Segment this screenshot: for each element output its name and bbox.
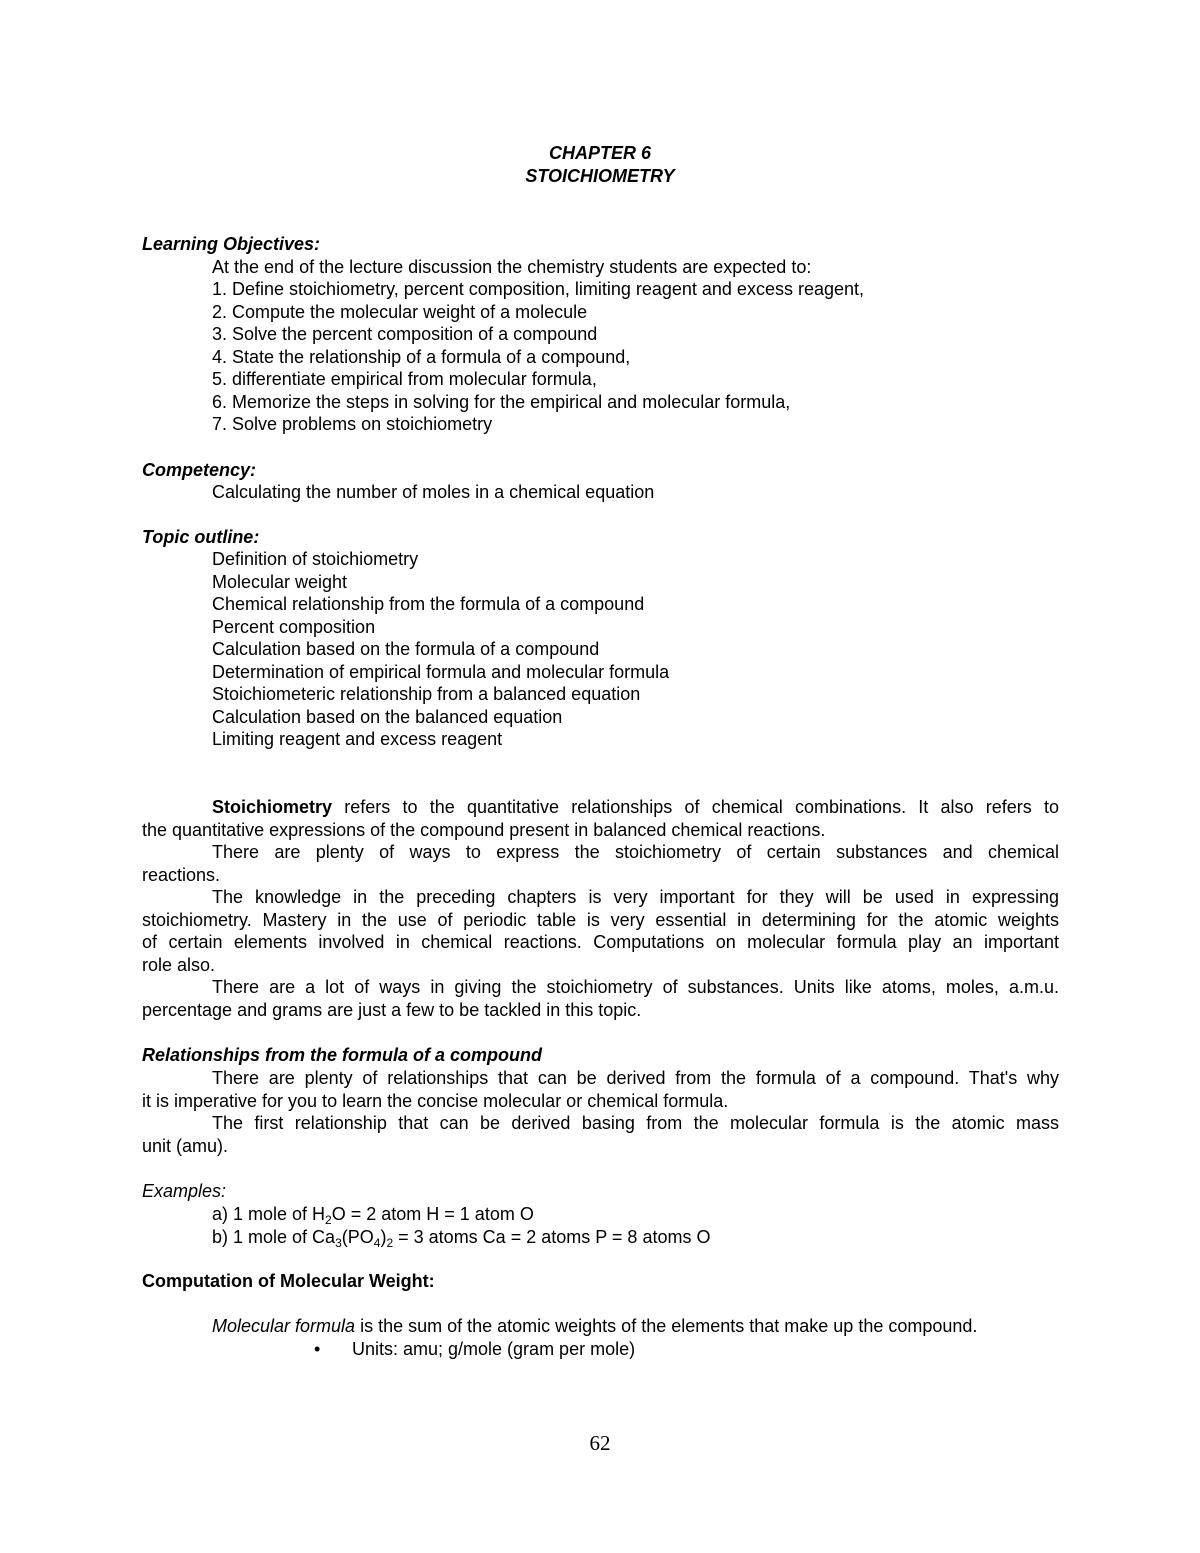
paragraph-line: the quantitative expressions of the compound present in balanced chemical reactions. bbox=[142, 820, 826, 840]
outline-item: Calculation based on the formula of a compound bbox=[212, 639, 600, 659]
examples-label: Examples: bbox=[142, 1181, 227, 1201]
stoichiometry-term: Stoichiometry bbox=[212, 797, 333, 817]
paragraph-line: There are plenty of ways to express the stoichiometry of certain substances and chemical bbox=[212, 842, 1059, 862]
competency-heading: Competency: bbox=[142, 460, 257, 480]
example-a: a) 1 mole of $H_2O = 2$ atom H = 1 atom O bbox=[212, 1204, 534, 1227]
paragraph-line: it is imperative for you to learn the concise molecular or chemical formula. bbox=[142, 1091, 729, 1111]
paragraph-line: The first relationship that can be derived basing from the molecular formula is the atomic mass bbox=[212, 1113, 1059, 1133]
molecular-formula-term: Molecular formula bbox=[212, 1316, 356, 1336]
objectives-intro: At the end of the lecture discussion the chemistry students are expected to: bbox=[212, 257, 812, 277]
paragraph-line: of certain elements involved in chemical reactions. Computations on molecular formula play an important bbox=[142, 932, 1059, 952]
bullet-icon: • bbox=[314, 1339, 321, 1359]
outline-item: Limiting reagent and excess reagent bbox=[212, 729, 503, 749]
outline-item: Determination of empirical formula and molecular formula bbox=[212, 662, 670, 682]
outline-item: Calculation based on the balanced equation bbox=[212, 707, 563, 727]
molecular-weight-heading: Computation of Molecular Weight: bbox=[142, 1271, 435, 1291]
chapter-title: STOICHIOMETRY bbox=[525, 166, 675, 186]
outline-item: Definition of stoichiometry bbox=[212, 549, 419, 569]
objectives-heading: Learning Objectives: bbox=[142, 234, 321, 254]
paragraph-line: percentage and grams are just a few to be tackled in this topic. bbox=[142, 1000, 642, 1020]
page-number: 62 bbox=[589, 1431, 611, 1455]
relationships-heading: Relationships from the formula of a compound bbox=[142, 1045, 543, 1065]
paragraph-line: role also. bbox=[142, 955, 216, 975]
example-b: b) 1 mole of $Ca_3(PO_4)_2 = 3$ atoms Ca = 2 atoms P = 8 atoms O bbox=[212, 1227, 711, 1250]
paragraph-line: unit (amu). bbox=[142, 1136, 229, 1156]
objective-item: 6. Memorize the steps in solving for the empirical and molecular formula, bbox=[212, 392, 791, 412]
objective-item: 3. Solve the percent composition of a compound bbox=[212, 324, 598, 344]
molecular-formula-definition: Molecular formula is the sum of the atomic weights of the elements that make up the compound. bbox=[212, 1316, 978, 1336]
objective-item: 2. Compute the molecular weight of a molecule bbox=[212, 302, 588, 322]
paragraph-line: reactions. bbox=[142, 865, 221, 885]
competency-text: Calculating the number of moles in a chemical equation bbox=[212, 482, 655, 502]
paragraph-line: There are plenty of relationships that can be derived from the formula of a compound. That's why bbox=[212, 1068, 1059, 1088]
outline-item: Molecular weight bbox=[212, 572, 348, 592]
objective-item: 1. Define stoichiometry, percent composition, limiting reagent and excess reagent, bbox=[212, 279, 864, 299]
outline-heading: Topic outline: bbox=[142, 527, 260, 547]
chapter-number: CHAPTER 6 bbox=[548, 143, 651, 163]
paragraph-line: There are a lot of ways in giving the stoichiometry of substances. Units like atoms, moles, a.m.u. bbox=[212, 977, 1059, 997]
paragraph-line: Stoichiometry refers to the quantitative relationships of chemical combinations. It also refers to bbox=[212, 797, 1059, 817]
units-bullet-item: • Units: amu; g/mole (gram per mole) bbox=[314, 1339, 636, 1359]
paragraph-line: stoichiometry. Mastery in the use of periodic table is very essential in determining for the atomic weights bbox=[142, 910, 1059, 930]
outline-item: Stoichiometeric relationship from a balanced equation bbox=[212, 684, 641, 704]
objective-item: 4. State the relationship of a formula of a compound, bbox=[212, 347, 631, 367]
outline-item: Chemical relationship from the formula of a compound bbox=[212, 594, 645, 614]
objective-item: 7. Solve problems on stoichiometry bbox=[212, 414, 493, 434]
objective-item: 5. differentiate empirical from molecular formula, bbox=[212, 369, 597, 389]
paragraph-line: The knowledge in the preceding chapters is very important for they will be used in expressing bbox=[212, 887, 1059, 907]
outline-item: Percent composition bbox=[212, 617, 376, 637]
